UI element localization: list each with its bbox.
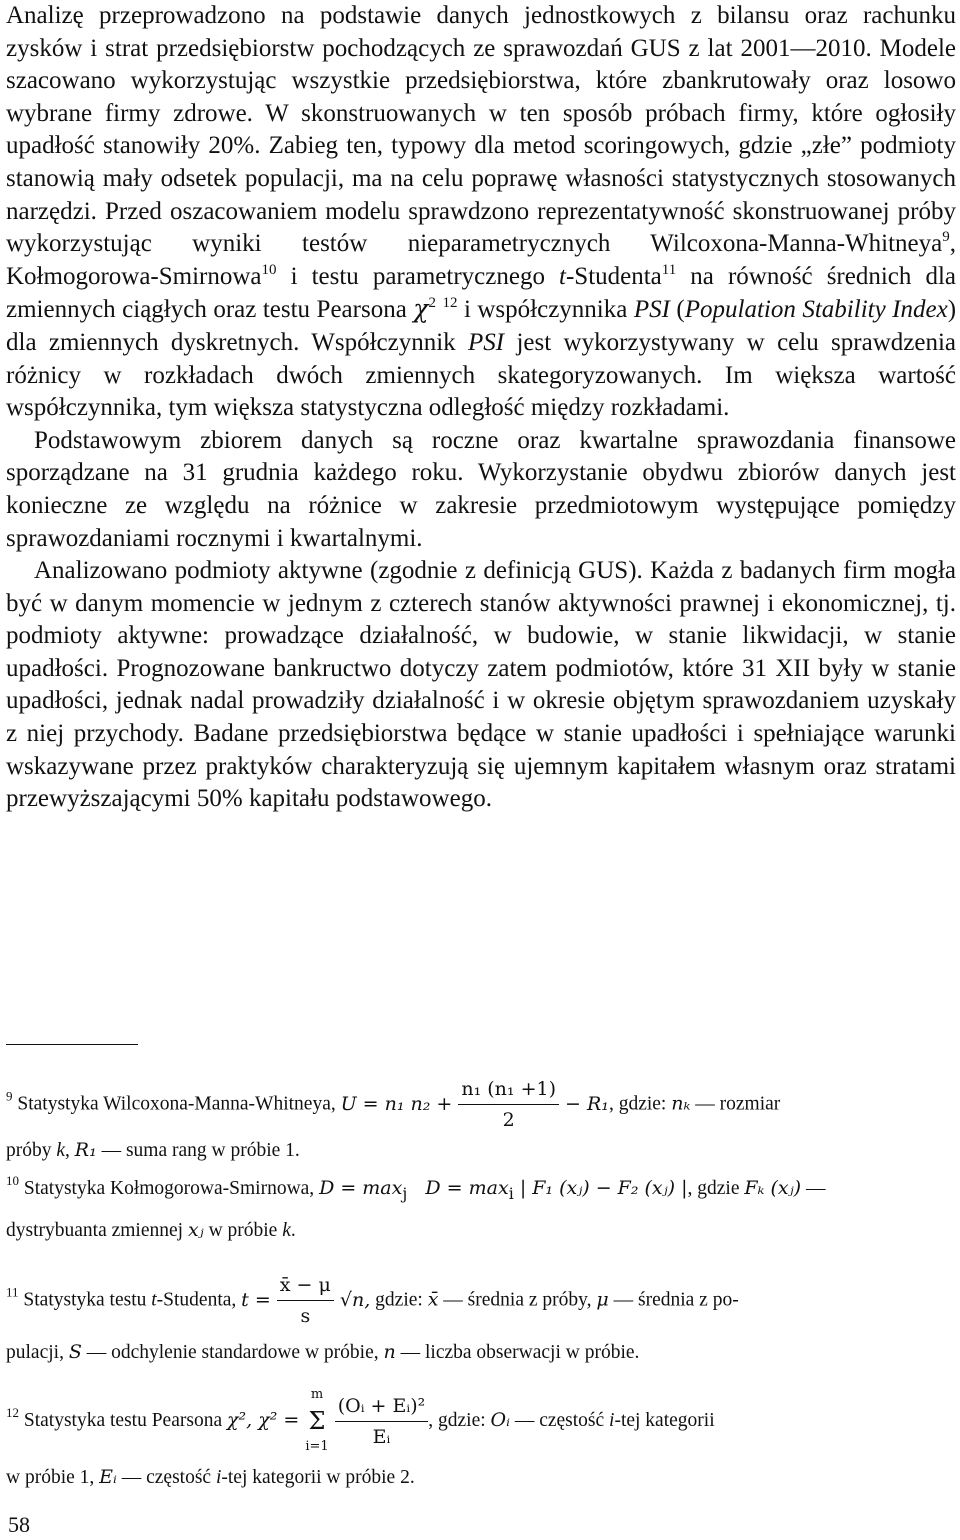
footnote-ref-11: 11 <box>661 261 677 278</box>
footnote-9: $^9$ Statystyka Wilcoxona-Manna-Whitneya, U = n₁ n₂ + $\frac{\text{n₁ (n₁ +1)}}{2}$ − R₁, gdzie: nₖ ― rozmiar próby k, R₁ ― suma rang w próbie 1. <box>6 1074 956 1166</box>
page-number: 58 <box>8 1512 30 1537</box>
page-body <box>6 0 956 816</box>
footnote-12: $^{12}$ Statystyka testu Pearsona χ², χ² = m Σ i=1 $\frac{\text{(Oᵢ + Eᵢ)²}}{\text{Eᵢ}}$ , gdzie: Oᵢ ― częstość i-tej kategorii w próbie 1, Eᵢ ― częstość i-tej kategorii w próbie 2. <box>6 1387 715 1488</box>
footnote-ref-9: 9 <box>942 229 950 246</box>
chi-symbol: χ <box>413 294 429 324</box>
formula-d: $D = \max_j$ $D = \max_i$ | F₁ (xⱼ) − F₂ (xⱼ) | <box>319 1177 688 1203</box>
paragraph-2: Podstawowym zbiorem danych są roczne oraz kwartalne sprawozdania finansowe sporządzane na 31 grudnia każdego roku. Wykorzystanie obydwu zbiorów danych jest konieczne ze względu na różnice w zakresie przedmiotowym występujące pomiędzy sprawozdaniami rocznymi i kwartalnymi. <box>6 426 956 552</box>
paragraph-1: Analizę przeprowadzono na podstawie danych jednostkowych z bilansu oraz rachunku zysków i strat przedsiębiorstw pochodzących ze sprawozdań GUS z lat 2001―2010. Modele szacowano wykorzystując wszystkie przedsiębiorstwa, które zbankrutowały oraz losowo wybrane firmy zdrowe. W skonstruowanych w ten sposób próbach firmy, które ogłosiły upadłość stanowiły 20%. Zabieg ten, typowy dla metod scoringowych, gdzie „złe” podmioty stanowią mały odsetek populacji, ma na celu poprawę własności statystycznych stosowanych narzędzi. Przed oszacowaniem modelu sprawdzono reprezentatywność skonstruowanej próby wykorzystując wyniki testów nieparametrycznych Wilcoxona-Manna-Whitneya$^9$, Kołmogorowa-Smirnowa$^{10}$ i testu parametrycznego t-Studenta$^{11}$ na równość średnich dla zmiennych ciągłych oraz testu Pearsona χ$^2$ $^{12}$ i współczynnika PSI (Population Stability Index) dla zmiennych dyskretnych. Współczynnik PSI jest wykorzystywany w celu sprawdzenia różnicy w rozkładach dwóch zmiennych skategoryzowanych. Im większa wartość współczynnika, tym większa statystyczna odległość między rozkładami. <box>6 2 957 422</box>
formula-chi: χ², χ² = m Σ i=1 $\frac{\text{(Oᵢ + Eᵢ)²}}{\text{Eᵢ}}$ <box>227 1409 428 1431</box>
formula-u: U = n₁ n₂ + $\frac{\text{n₁ (n₁ +1)}}{2}$ − R₁ <box>341 1093 609 1115</box>
footnote-separator <box>6 1044 138 1045</box>
formula-t: t = $\frac{x̄ - \mu}{s}$ √n, <box>241 1289 370 1311</box>
footnote-ref-12: 12 <box>442 295 458 312</box>
paragraph-3: Analizowano podmioty aktywne (zgodnie z definicją GUS). Każda z badanych firm mogła być w danym momencie w jednym z czterech stanów aktywności prawnej i ekonomicznej, tj. podmioty aktywne: prowadzące działalność, w budowie, w stanie likwidacji, w stanie upadłości. Prognozowane bankructwo dotyczy zatem podmiotów, które 31 XII były w stanie upadłości, jednak nadal prowadziły działalność i w okresie objętym sprawozdaniem uzyskały z niej przychody. Badane przedsiębiorstwa będące w stanie upadłości i spełniające warunki wskazywane przez praktyków charakteryzują się ujemnym kapitałem własnym oraz stratami przewyższającymi 50% kapitału podstawowego. <box>6 557 956 813</box>
footnote-10: $^{10}$ Statystyka Kołmogorowa-Smirnowa, $D = \max_j$ $D = \max_i$ | F₁ (xⱼ) − F₂ (xⱼ) |, gdzie Fₖ (xⱼ) ― dystrybuanta zmiennej xⱼ w próbie k. <box>6 1173 826 1241</box>
footnote-11: $^{11}$ Statystyka testu t-Studenta, t = $\frac{x̄ - \mu}{s}$ √n, gdzie: x̄ ― średnia z próby, μ ― średnia z po- pulacji, S ― odchylenie standardowe w próbie, n ― liczba obserwacji w próbie. <box>6 1270 956 1368</box>
footnote-ref-10: 10 <box>261 261 277 278</box>
